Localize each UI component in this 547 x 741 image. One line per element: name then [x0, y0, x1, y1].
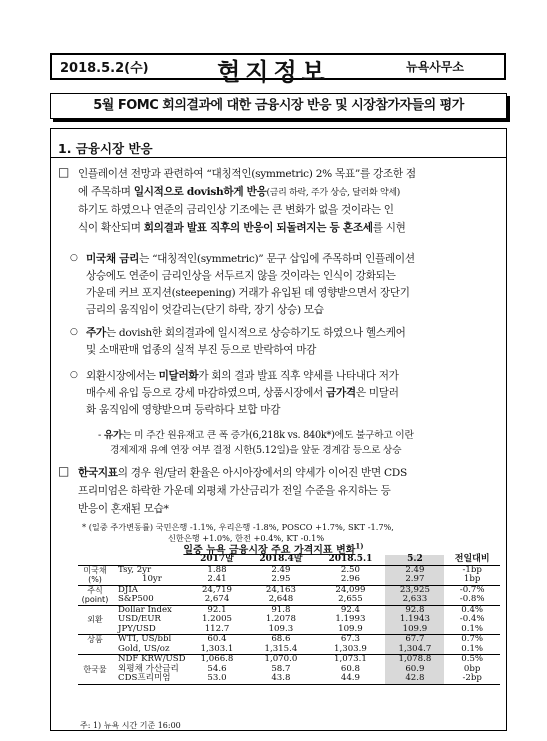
table-cell: 43.8 [271, 673, 291, 683]
circle-bullet-icon: ○ [70, 370, 78, 380]
row-indicator: WTI, US/bbl [112, 635, 188, 645]
table-cell: 0.1% [461, 643, 484, 654]
s3-line-3: 화 움직임에 영향받으며 등락하다 보합 마감 [86, 404, 281, 416]
table-row [78, 625, 500, 635]
row-indicator: 10yr [142, 574, 162, 584]
p2-line-2: 프리미엄은 하락한 가운데 외평채 가산금리가 전일 수준을 유지하는 등 [78, 485, 391, 497]
table-row [78, 635, 500, 645]
table-cell: 2,674 [204, 594, 230, 604]
table-cell: 1.1993 [335, 614, 366, 624]
table-cell: 1,304.7 [385, 645, 444, 655]
square-bullet-icon: □ [58, 464, 70, 478]
s2-line-1: 주가는 dovish한 회의결과에 일시적으로 상승하기도 하였으나 헬스케어 [86, 327, 406, 339]
s1-line-1: 미국채 금리는 “대칭적인(symmetric)” 문구 삽입에 주목하며 인플레이션 [86, 253, 415, 265]
table-cell: 24,099 [315, 585, 385, 595]
table-cell: 1,303.9 [334, 643, 367, 654]
table-cell: -1bp [462, 564, 482, 575]
table-cell: 53.0 [207, 673, 227, 683]
row-category: (point) [81, 595, 109, 604]
row-category: 상품 [78, 635, 112, 645]
table-cell: 0.7% [444, 635, 500, 645]
p2-line-1: 한국지표의 경우 원/달러 환율은 아시아장에서의 약세가 이어진 반면 CDS [78, 467, 407, 479]
table-cell: 24,163 [246, 585, 315, 595]
row-indicator: USD/EUR [118, 614, 161, 624]
row-category [78, 655, 112, 665]
row-indicator: JPY/USD [118, 623, 156, 634]
table-cell: 60.8 [340, 663, 360, 674]
table-cell: 109.9 [338, 623, 363, 634]
report-date: 2018.5.2(수) [60, 61, 149, 76]
s1-line-3: 가운데 커브 포지션(steepening) 거래가 유입된 데 영향받으면서 장단기 [86, 287, 410, 299]
table-cell: 24,719 [188, 585, 247, 595]
table-cell: 1,078.8 [385, 655, 444, 665]
table-footnote: 주: 1) 뉴욕 시간 기준 16:00 [80, 721, 181, 730]
row-indicator: Tsy, 2yr [118, 564, 152, 575]
table-cell: 2.41 [207, 574, 227, 584]
note-line-2: 신한은행 +1.0%, 한전 +0.4%, KT -0.1% [168, 533, 325, 543]
table-cell: 112.7 [204, 623, 230, 634]
table-cell: 2,655 [338, 594, 363, 604]
table-header: 전일대비 [444, 555, 500, 565]
table-header: 2018.5.1 [315, 555, 385, 565]
p2-line-3: 반응이 혼재된 모습* [78, 503, 169, 515]
table-cell: 0.5% [444, 655, 500, 665]
office-name: 뉴욕사무소 [406, 60, 464, 74]
row-category: 외환 [87, 615, 103, 624]
table-row [78, 655, 500, 665]
s3-line-1: 외환시장에서는 미달러화가 회의 결과 발표 직후 약세를 나타내다 저가 [86, 370, 399, 382]
table-cell: 67.3 [315, 635, 385, 645]
table-cell: -0.4% [459, 614, 485, 624]
table-header: 2018.4말 [246, 555, 315, 565]
table-header-category [78, 555, 112, 565]
table-cell: 23,925 [385, 585, 444, 595]
table-cell: 2.95 [271, 574, 291, 584]
table-cell: 2.49 [271, 564, 291, 575]
s2-line-2: 및 소매판매 업종의 실적 부진 등으로 반락하여 마감 [86, 344, 317, 356]
table-cell: 2.96 [340, 574, 360, 584]
row-indicator: S&P500 [118, 594, 154, 604]
table-cell: 1,066.8 [188, 655, 247, 665]
section-divider [50, 157, 507, 158]
table-cell: 1,073.1 [315, 655, 385, 665]
table-cell: 92.4 [315, 605, 385, 615]
row-indicator: Gold, US/oz [118, 643, 170, 654]
table-cell: 1.88 [207, 564, 227, 575]
table-cell: 0bp [463, 663, 481, 674]
s4-line-2: 경제제재 유예 연장 여부 결정 시한(5.12일)을 앞둔 경계감 등으로 상승 [110, 445, 402, 456]
market-indicator-table [78, 555, 500, 685]
table-cell: 54.6 [207, 663, 227, 674]
table-cell: 68.6 [246, 635, 315, 645]
row-category: 한국물 [83, 664, 107, 674]
circle-bullet-icon: ○ [70, 327, 78, 337]
table-cell: 109.3 [268, 623, 294, 634]
table-title: 일중 뉴욕 금융시장 주요 가격지표 변화$^{1)}$ [183, 541, 364, 556]
table-cell: 58.7 [271, 663, 291, 674]
table-cell: 0.1% [461, 623, 484, 634]
table-cell: 44.9 [340, 673, 360, 683]
table-cell: 1,303.1 [200, 643, 234, 654]
note-line-1: * (일중 주가변동률) 국민은행 -1.1%, 우리은행 -1.8%, POSCO +1.7%, SKT -1.7%, [82, 522, 394, 532]
report-title: 현지정보 [217, 58, 330, 86]
table-cell: 42.8 [385, 674, 444, 684]
document-title: 5월 FOMC 회의결과에 대한 금융시장 반응 및 시장참가자들의 평가 [50, 93, 507, 119]
row-category: 미국채 [83, 565, 107, 575]
table-row [78, 595, 500, 605]
circle-bullet-icon: ○ [70, 253, 78, 263]
s1-line-2: 상승에도 연준이 금리인상을 서두르지 않을 것이라는 인식이 강화되는 [86, 270, 396, 282]
table-cell: 2,633 [385, 595, 444, 605]
row-category: 주식 [78, 585, 112, 595]
table-header: 2017말 [188, 555, 247, 565]
table-cell: 92.8 [385, 605, 444, 615]
row-indicator: Dollar Index [112, 605, 188, 615]
table-cell: 91.8 [246, 605, 315, 615]
row-category [78, 605, 112, 615]
table-cell: 1,070.0 [246, 655, 315, 665]
section-heading: 1. 금융시장 반응 [58, 141, 153, 156]
table-row [78, 645, 500, 655]
table-row [78, 575, 500, 585]
table-cell: 60.9 [385, 665, 444, 675]
table-cell: 67.7 [385, 635, 444, 645]
table-cell: 109.9 [385, 625, 444, 635]
row-indicator: NDF KRW/USD [112, 655, 188, 665]
square-bullet-icon: □ [58, 165, 70, 179]
row-category [78, 645, 112, 655]
table-cell: 92.1 [188, 605, 247, 615]
s1-line-4: 금리의 움직임이 엇갈리는(단기 하락, 장기 상승) 모습 [86, 304, 324, 316]
table-header-indicator [112, 555, 188, 565]
table-row [78, 674, 500, 684]
table-cell: 60.4 [188, 635, 247, 645]
table-cell: -2bp [462, 673, 482, 683]
table-cell: 2,648 [268, 594, 294, 604]
table-header: 5.2 [385, 555, 444, 565]
table-cell: 1.2078 [265, 614, 296, 624]
row-indicator: CDS프리미엄 [118, 673, 171, 683]
table-cell: 2.49 [385, 565, 444, 575]
p1-line-1: 인플레이션 전망과 관련하여 “대칭적인(symmetric) 2% 목표”를 강조한 점 [78, 168, 416, 180]
row-indicator: 외평채 가산금리 [118, 663, 179, 674]
table-cell: 0.4% [444, 605, 500, 615]
table-cell: -0.7% [444, 585, 500, 595]
table-cell: 2.50 [340, 564, 360, 575]
row-indicator: DJIA [112, 585, 188, 595]
table-cell: 1,315.4 [264, 643, 298, 654]
table-cell: 1bp [463, 574, 481, 584]
row-category: (%) [88, 575, 102, 584]
p1-line-4: 식이 확산되며 회의결과 발표 직후의 반응이 되돌려지는 등 혼조세를 시현 [78, 222, 406, 234]
table-cell: 1.2005 [201, 614, 233, 624]
table-cell: -0.8% [459, 594, 485, 604]
row-category [78, 674, 112, 684]
p1-line-2: 에 주목하며 일시적으로 dovish하게 반응(금리 하락, 주가 상승, 달러화 약세) [78, 186, 400, 198]
table-cell: 1.1943 [385, 615, 444, 625]
table-cell: 2.97 [385, 575, 444, 585]
s3-line-2: 매수세 유입 등으로 강세 마감하였으며, 상품시장에서 금가격은 미달러 [86, 387, 399, 399]
s4-line-1: - 유가는 미 주간 원유재고 큰 폭 증가(6,218k vs. 840k*)에도 불구하고 이란 [98, 430, 414, 441]
p1-line-3: 하기도 하였으나 연준의 금리인상 기조에는 큰 변화가 없을 것이라는 인 [78, 204, 394, 216]
row-category [78, 625, 112, 635]
